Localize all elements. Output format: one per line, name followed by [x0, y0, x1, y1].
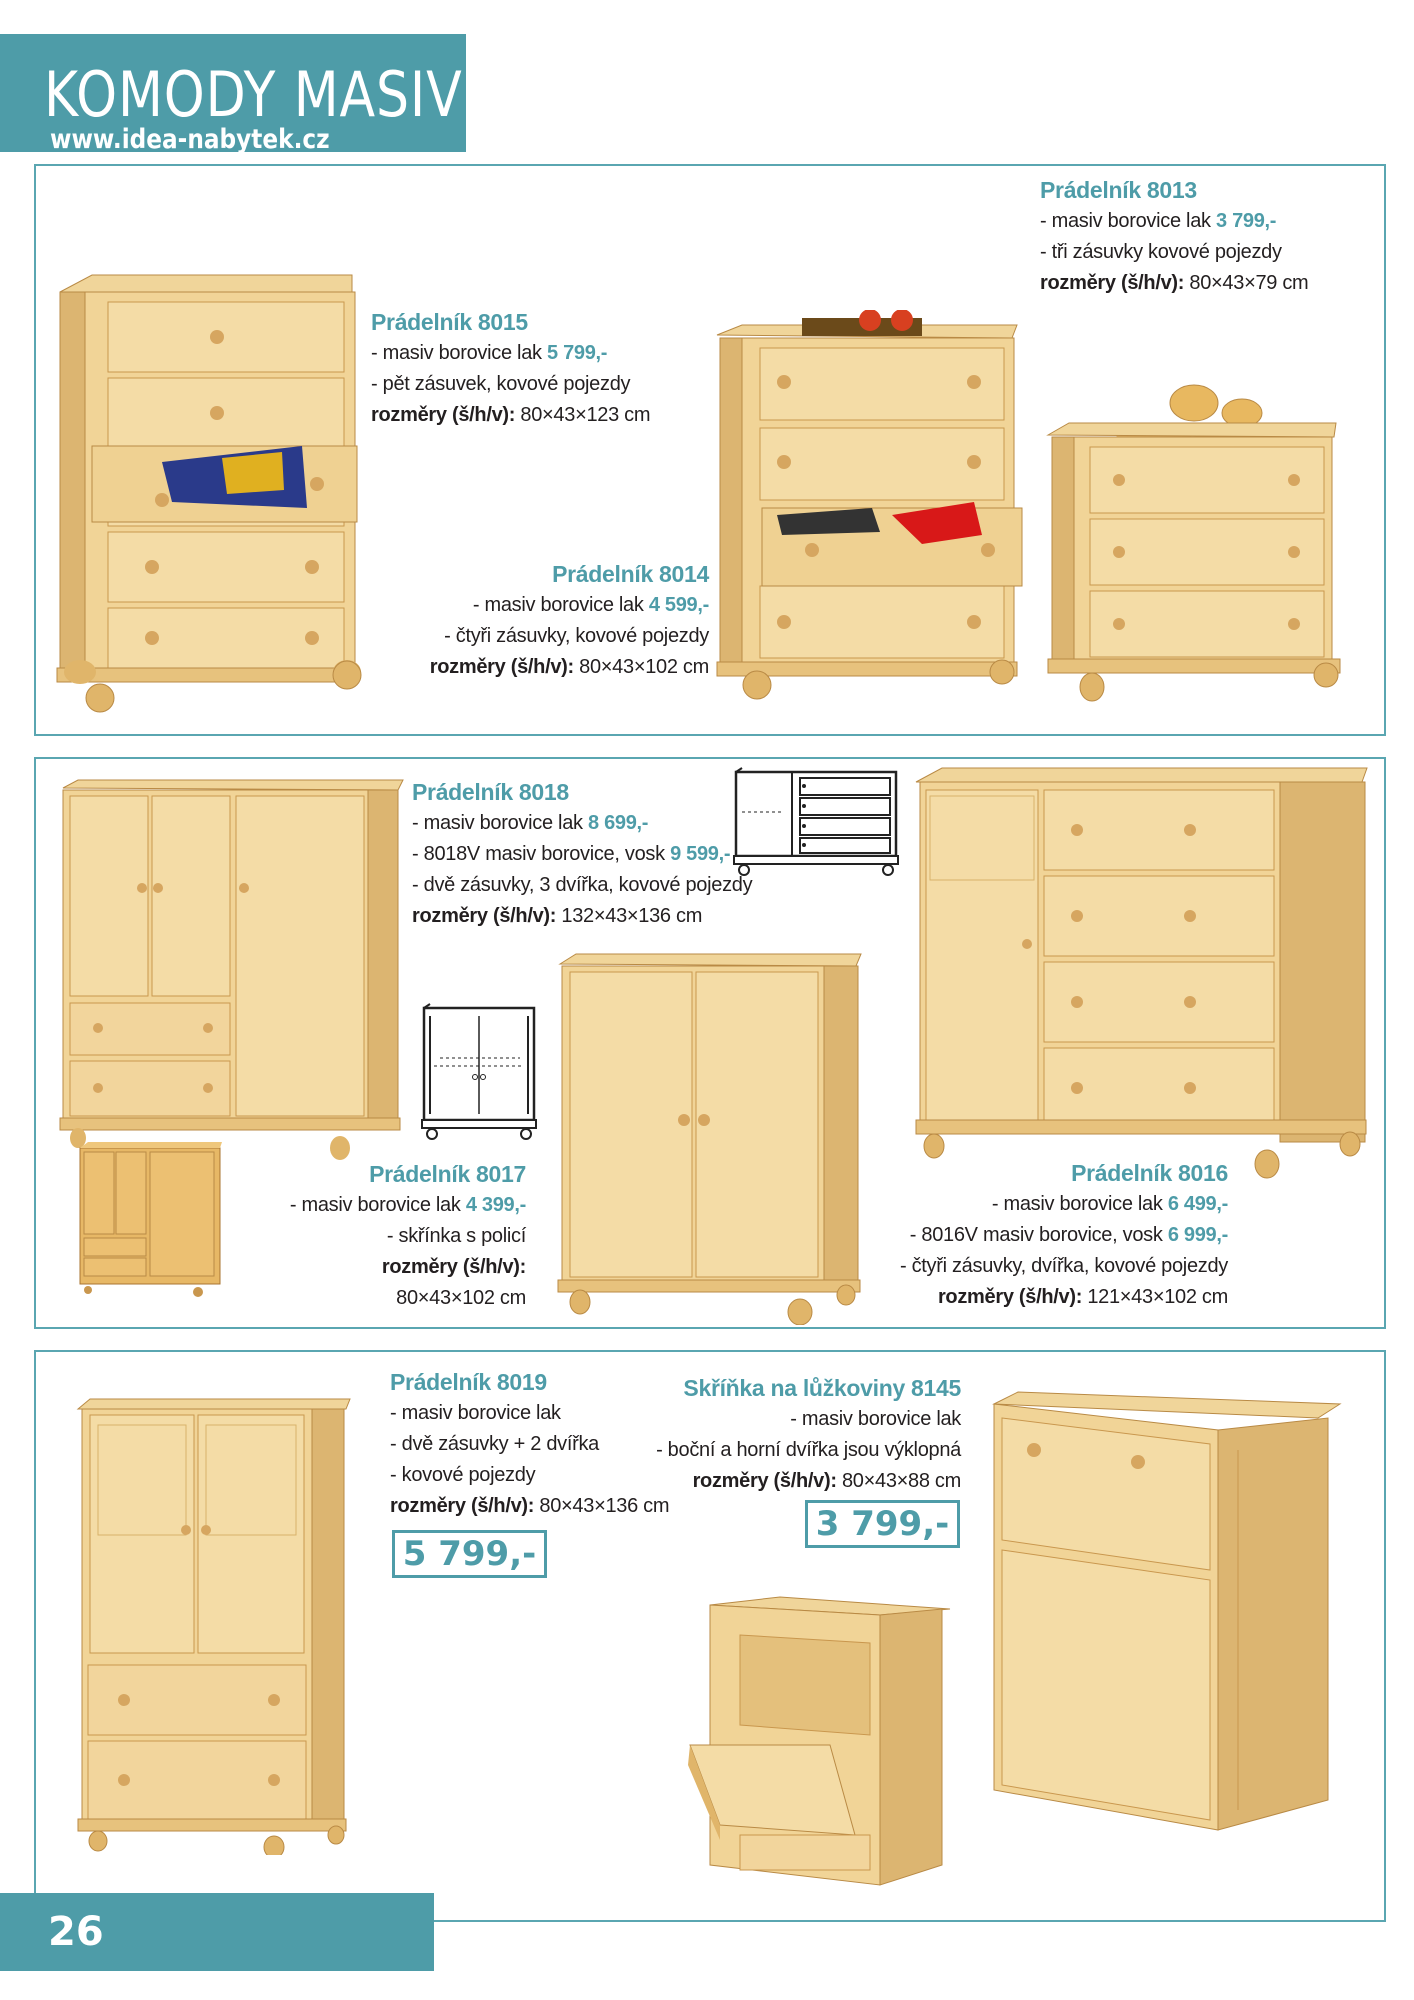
product-feature: - čtyři zásuvky, dvířka, kovové pojezdy [899, 1255, 1228, 1277]
page-number-tab [0, 1893, 434, 1971]
product-feature: - tři zásuvky kovové pojezdy [1040, 241, 1282, 263]
product-8019 [390, 1367, 669, 1522]
product-name: Prádelník 8019 [390, 1369, 547, 1395]
dimensions-value: 80×43×102 cm [573, 656, 709, 678]
website-link[interactable]: www.idea-nabytek.cz [50, 124, 330, 155]
product-image-8145-closed [988, 1390, 1348, 1840]
product-price: 4 599,- [648, 594, 709, 616]
dimensions-value: 80×43×102 cm [396, 1287, 526, 1309]
product-feature: - kovové pojezdy [390, 1464, 536, 1486]
product-material: - masiv borovice lak [289, 1194, 466, 1216]
product-name: Prádelník 8014 [552, 561, 709, 587]
dimensions-label: rozměry (š/h/v): [381, 1256, 526, 1278]
dimensions-label: rozměry (š/h/v): [937, 1286, 1083, 1308]
product-material: - masiv borovice lak [371, 342, 547, 364]
product-image-8019 [74, 1395, 354, 1855]
header-banner [0, 34, 466, 155]
product-8018 [412, 777, 752, 932]
product-thumbnail-8018v [76, 1140, 226, 1300]
product-variant: - 8016V masiv borovice, vosk [909, 1224, 1168, 1246]
dimensions-label: rozměry (š/h/v): [371, 404, 516, 426]
product-price: 3 799,- [1215, 210, 1277, 232]
product-price: 6 499,- [1167, 1193, 1228, 1215]
product-image-8145-open [680, 1595, 960, 1895]
dimensions-label: rozměry (š/h/v): [692, 1470, 837, 1492]
product-8013 [1040, 175, 1308, 299]
product-name: Prádelník 8018 [412, 779, 569, 805]
product-name: Prádelník 8016 [1071, 1160, 1228, 1186]
price-box-8145: 3 799,- [805, 1500, 960, 1548]
product-price: 8 699,- [587, 812, 649, 834]
product-feature: - čtyři zásuvky, kovové pojezdy [444, 625, 709, 647]
product-drawing-8017 [420, 1002, 540, 1142]
page-number: 26 [48, 1909, 104, 1955]
dimensions-value: 121×43×102 cm [1082, 1286, 1228, 1308]
product-material: - masiv borovice lak [390, 1402, 561, 1424]
product-8014 [430, 559, 709, 683]
product-material: - masiv borovice lak [790, 1408, 961, 1430]
dimensions-value: 80×43×79 cm [1184, 272, 1309, 294]
product-image-8016 [912, 764, 1372, 1189]
product-image-8017 [556, 950, 866, 1325]
price-box-8019: 5 799,- [392, 1530, 547, 1578]
product-price: 5 799,- [546, 342, 608, 364]
dimensions-value: 80×43×88 cm [836, 1470, 961, 1492]
product-feature: - dvě zásuvky, 3 dvířka, kovové pojezdy [412, 874, 753, 896]
product-feature: - skřínka s policí [386, 1225, 526, 1247]
product-8145 [656, 1373, 961, 1497]
dimensions-value: 80×43×136 cm [534, 1495, 670, 1517]
product-variant-price: 9 599,- [670, 843, 731, 865]
dimensions-label: rozměry (š/h/v): [390, 1495, 535, 1517]
product-drawing-8018 [732, 766, 902, 881]
product-feature: - boční a horní dvířka jsou výklopná [656, 1439, 961, 1461]
dimensions-value: 80×43×123 cm [515, 404, 651, 426]
product-image-8014 [712, 310, 1032, 710]
product-image-8018 [58, 778, 408, 1163]
product-material: - masiv borovice lak [412, 812, 588, 834]
product-name: Skříňka na lůžkoviny 8145 [683, 1375, 961, 1401]
product-feature: - pět zásuvek, kovové pojezdy [371, 373, 631, 395]
page-title: KOMODY MASIV [44, 58, 463, 131]
dimensions-label: rozměry (š/h/v): [412, 905, 557, 927]
dimensions-label: rozměry (š/h/v): [429, 656, 574, 678]
product-8017 [290, 1159, 526, 1314]
dimensions-label: rozměry (š/h/v): [1040, 272, 1185, 294]
product-variant-price: 6 999,- [1167, 1224, 1228, 1246]
product-variant: - 8018V masiv borovice, vosk [412, 843, 671, 865]
product-image-8013 [1044, 375, 1344, 715]
product-8015 [371, 307, 650, 431]
product-material: - masiv borovice lak [1040, 210, 1216, 232]
product-name: Prádelník 8015 [371, 309, 528, 335]
dimensions-value: 132×43×136 cm [556, 905, 703, 927]
product-feature: - dvě zásuvky + 2 dvířka [390, 1433, 600, 1455]
product-name: Prádelník 8017 [369, 1161, 526, 1187]
product-material: - masiv borovice lak [991, 1193, 1168, 1215]
product-material: - masiv borovice lak [472, 594, 649, 616]
product-8016 [900, 1158, 1228, 1313]
product-name: Prádelník 8013 [1040, 177, 1197, 203]
product-price: 4 399,- [465, 1194, 526, 1216]
product-image-8015 [52, 270, 367, 720]
